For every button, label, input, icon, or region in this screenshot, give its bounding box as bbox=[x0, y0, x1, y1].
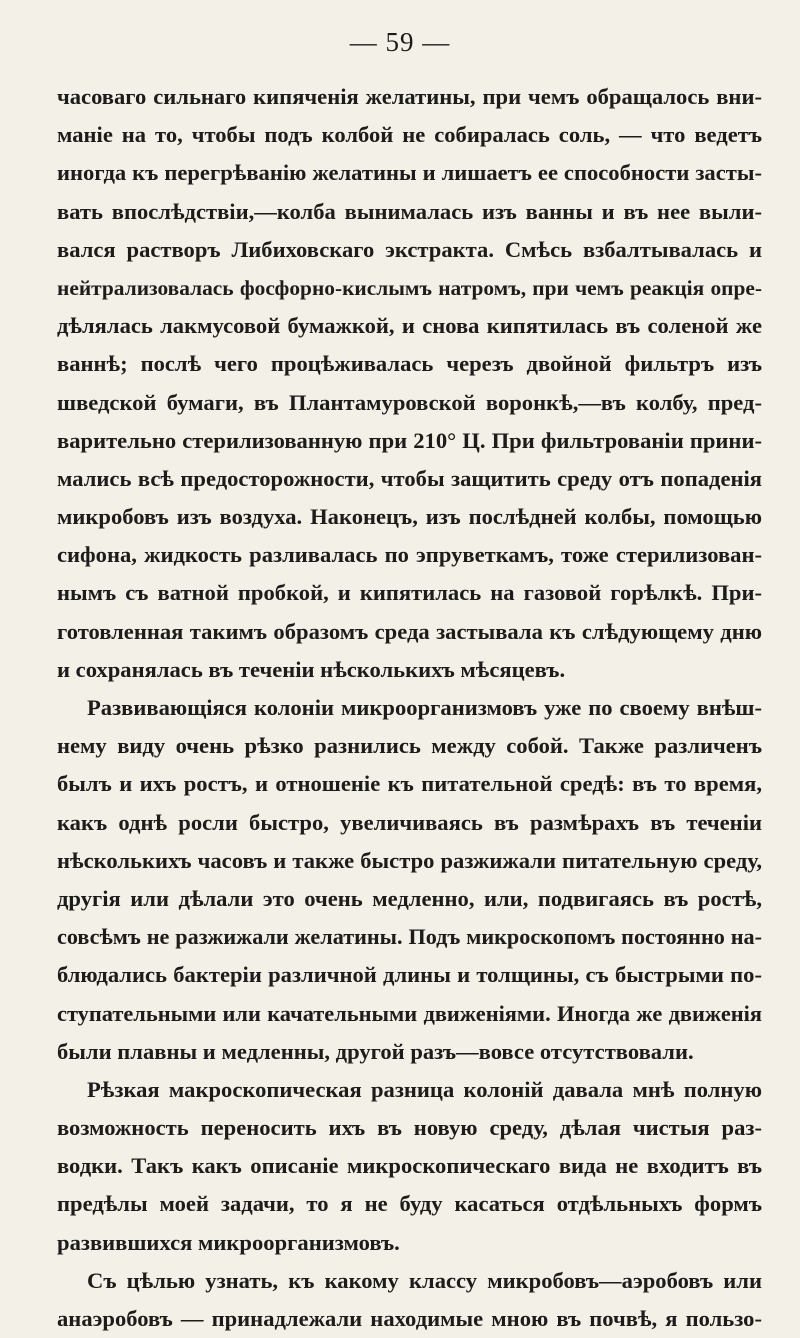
text-line: былъ и ихъ ростъ, и отношеніе къ питательной средѣ: въ то время, bbox=[57, 771, 762, 797]
text-line: шведской бумаги, въ Плантамуровской воронкѣ,—въ колбу, пред- bbox=[57, 389, 762, 415]
text-line: были плавны и медленны, другой разъ—вовсе отсутствовали. bbox=[57, 1038, 694, 1064]
text-line: вать впослѣдствіи,—колба вынималась изъ ванны и въ нее выли- bbox=[57, 198, 762, 224]
text-line: мались всѣ предосторожности, чтобы защитить среду отъ попаденія bbox=[57, 465, 762, 491]
text-line: развившихся микроорганизмовъ. bbox=[57, 1229, 400, 1255]
body-text bbox=[57, 78, 762, 1338]
text-line: варительно стерилизованную при 210° Ц. При фильтрованіи прини- bbox=[57, 427, 762, 453]
text-line: нему виду очень рѣзко разнились между собой. Также различенъ bbox=[57, 733, 762, 759]
page-number: — 59 — bbox=[349, 27, 451, 57]
text-line: дѣлялась лакмусовой бумажкой, и снова кипятилась въ соленой же bbox=[57, 313, 762, 339]
text-line: вался растворъ Либиховскаго экстракта. Смѣсь взбалтывалась и bbox=[57, 236, 762, 262]
text-line: готовленная такимъ образомъ среда застывала къ слѣдующему дню bbox=[57, 618, 762, 644]
text-line: нымъ съ ватной пробкой, и кипятилась на газовой горѣлкѣ. При- bbox=[57, 580, 762, 606]
text-line: Рѣзкая макроскопическая разница колоній давала мнѣ полную bbox=[87, 1076, 762, 1102]
text-line: нѣсколькихъ часовъ и также быстро разжижали питательную среду, bbox=[57, 847, 762, 873]
text-line: блюдались бактеріи различной длины и толщины, съ быстрыми по- bbox=[57, 962, 762, 988]
text-line: часоваго сильнаго кипяченія желатины, при чемъ обращалось вни- bbox=[57, 84, 762, 109]
text-line: предѣлы моей задачи, то я не буду касаться отдѣльныхъ формъ bbox=[57, 1191, 762, 1217]
text-line: маніе на то, чтобы подъ колбой не собиралась соль, — что ведетъ bbox=[57, 122, 762, 148]
text-line: ваннѣ; послѣ чего процѣживалась черезъ двойной фильтръ изъ bbox=[57, 351, 762, 377]
text-line: Развивающіяся колоніи микроорганизмовъ уже по своему внѣш- bbox=[87, 695, 762, 720]
text-line: нейтрализовалась фосфорно-кислымъ натромъ, при чемъ реакція опре- bbox=[57, 275, 762, 300]
text-line: ступательными или качательными движеніями. Иногда же движенія bbox=[57, 1000, 762, 1026]
text-line: водки. Такъ какъ описаніе микроскопическаго вида не входитъ въ bbox=[57, 1153, 762, 1179]
text-line: микробовъ изъ воздуха. Наконецъ, изъ послѣдней колбы, помощью bbox=[57, 504, 762, 530]
text-line: анаэробовъ — принадлежали находимые мною въ почвѣ, я пользо- bbox=[57, 1306, 762, 1331]
text-line: Съ цѣлью узнать, къ какому классу микробовъ—аэробовъ или bbox=[87, 1267, 762, 1293]
text-line: другія или дѣлали это очень медленно, или, подвигаясь въ ростѣ, bbox=[57, 885, 762, 911]
text-line: иногда къ перегрѣванію желатины и лишаетъ ее способности засты- bbox=[57, 160, 762, 186]
text-line: и сохранялась въ теченіи нѣсколькихъ мѣсяцевъ. bbox=[57, 656, 566, 682]
text-line: какъ однѣ росли быстро, увеличиваясь въ размѣрахъ въ теченіи bbox=[57, 809, 762, 835]
text-line: возможность переносить ихъ въ новую среду, дѣлая чистыя раз- bbox=[57, 1115, 762, 1141]
text-line: совсѣмъ не разжижали желатины. Подъ микроскопомъ постоянно на- bbox=[57, 924, 762, 950]
text-line: сифона, жидкость разливалась по эпруветкамъ, тоже стерилизован- bbox=[57, 542, 762, 568]
